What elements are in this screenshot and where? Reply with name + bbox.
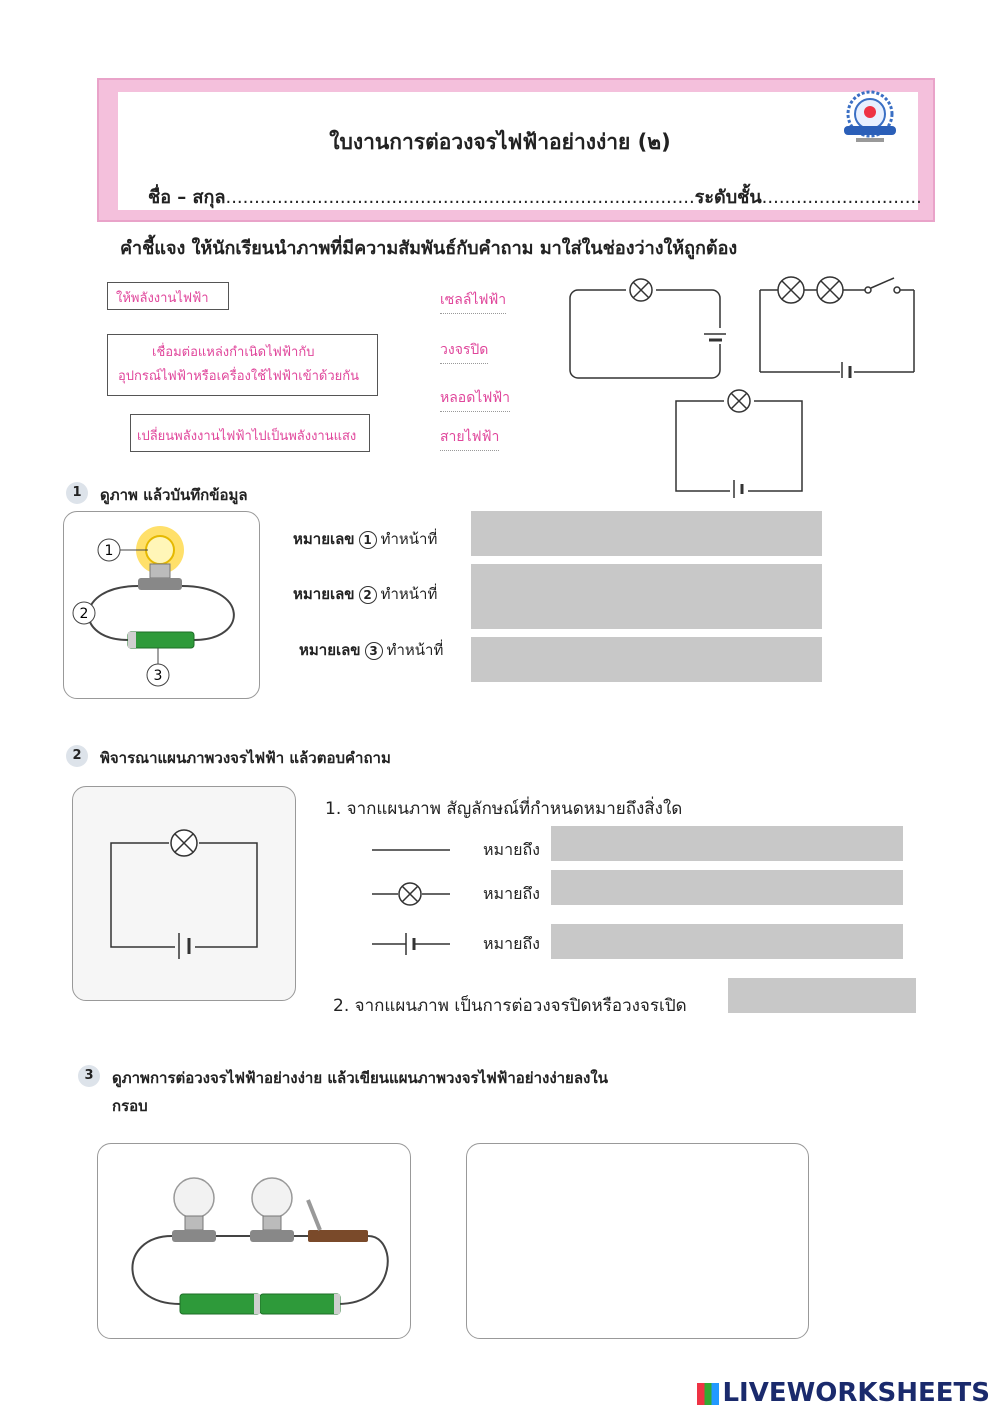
circuit-diagram-two-bulbs-switch[interactable]	[756, 272, 918, 378]
section-title: พิจารณาแผนภาพวงจรไฟฟ้า แล้วตอบคำถาม	[100, 749, 391, 767]
drag-item-label: ให้พลังงานไฟฟ้า	[116, 291, 209, 306]
svg-text:1: 1	[104, 543, 114, 559]
svg-text:2: 2	[79, 606, 89, 622]
circuit-diagram-closed[interactable]	[670, 388, 810, 498]
row-label-1: หมายเลข 1 ทำหน้าที่	[293, 530, 438, 548]
circuit-diagram-open-1[interactable]	[566, 278, 728, 384]
page-title: ใบงานการต่อวงจรไฟฟ้าอย่างง่าย (๒)	[329, 130, 671, 154]
number-circle: 3	[365, 642, 383, 660]
section-number: 1	[66, 482, 88, 504]
row-label-2: หมายเลข 2 ทำหน้าที่	[293, 585, 438, 603]
level-field[interactable]: ............................	[761, 187, 922, 208]
drag-word-bulb[interactable]: หลอดไฟฟ้า	[440, 387, 510, 412]
drag-item-electric-energy[interactable]	[107, 282, 229, 310]
meaning-label-2: หมายถึง	[483, 884, 540, 903]
drag-word-wire[interactable]: สายไฟฟ้า	[440, 426, 499, 451]
question-2: 2. จากแผนภาพ เป็นการต่อวงจรปิดหรือวงจรเปิด	[333, 996, 687, 1016]
section-title-continued: กรอบ	[112, 1097, 148, 1115]
answer-drop-zone-circuit-type[interactable]	[728, 978, 916, 1013]
drag-item-label: อุปกรณ์ไฟฟ้าหรือเครื่องใช้ไฟฟ้าเข้าด้วยกัน	[118, 369, 360, 384]
answer-drop-zone-lamp[interactable]	[551, 870, 903, 905]
drag-word-closed-circuit[interactable]: วงจรปิด	[440, 339, 488, 364]
meaning-label-1: หมายถึง	[483, 840, 540, 859]
lamp-symbol	[370, 880, 452, 908]
drag-word-cell[interactable]: เซลล์ไฟฟ้า	[440, 289, 506, 314]
row-label-3: หมายเลข 3 ทำหน้าที่	[299, 641, 444, 659]
answer-drop-zone-wire[interactable]	[551, 826, 903, 861]
level-label: ระดับชั้น	[694, 187, 762, 208]
liveworksheets-logo: LIVEWORKSHEETS	[697, 1378, 990, 1408]
answer-drop-zone-3[interactable]	[471, 637, 822, 682]
section-title: ดูภาพ แล้วบันทึกข้อมูล	[100, 486, 248, 504]
drag-item-label: เปลี่ยนพลังงานไฟฟ้าไปเป็นพลังงานแสง	[137, 429, 357, 444]
section-title: ดูภาพการต่อวงจรไฟฟ้าอย่างง่าย แล้วเขียนแผนภาพวงจรไฟฟ้าอย่างง่ายลงใน	[112, 1069, 608, 1087]
number-circle: 2	[359, 586, 377, 604]
wire-symbol	[370, 840, 452, 860]
question-1: 1. จากแผนภาพ สัญลักษณ์ที่กำหนดหมายถึงสิ่งใด	[325, 799, 683, 819]
section-number: 3	[78, 1065, 100, 1087]
meaning-label-3: หมายถึง	[483, 934, 540, 953]
instruction-text: คำชี้แจง ให้นักเรียนนำภาพที่มีความสัมพันธ์กับคำถาม มาใส่ในช่องว่างให้ถูกต้อง	[120, 238, 738, 259]
name-label: ชื่อ – สกุล	[148, 187, 226, 208]
section-number: 2	[66, 745, 88, 767]
answer-drop-zone-2[interactable]	[471, 564, 822, 629]
svg-text:3: 3	[153, 668, 163, 684]
circuit-photo-two-bulbs	[97, 1143, 411, 1339]
answer-drop-zone-cell[interactable]	[551, 924, 903, 959]
name-field[interactable]: ..................................................................................	[225, 187, 695, 208]
drag-item-connect[interactable]	[107, 334, 378, 396]
circuit-photo-bulb	[63, 511, 260, 699]
circuit-diagram-figure	[72, 786, 296, 1001]
brand-badge-icon	[697, 1383, 719, 1405]
cell-symbol	[370, 930, 452, 958]
answer-drop-zone-1[interactable]	[471, 511, 822, 556]
name-row	[148, 182, 922, 211]
number-circle: 1	[359, 531, 377, 549]
drawing-area[interactable]	[466, 1143, 809, 1339]
drag-item-light-energy[interactable]	[130, 414, 370, 452]
drag-item-label: เชื่อมต่อแหล่งกำเนิดไฟฟ้ากับ	[152, 345, 315, 360]
